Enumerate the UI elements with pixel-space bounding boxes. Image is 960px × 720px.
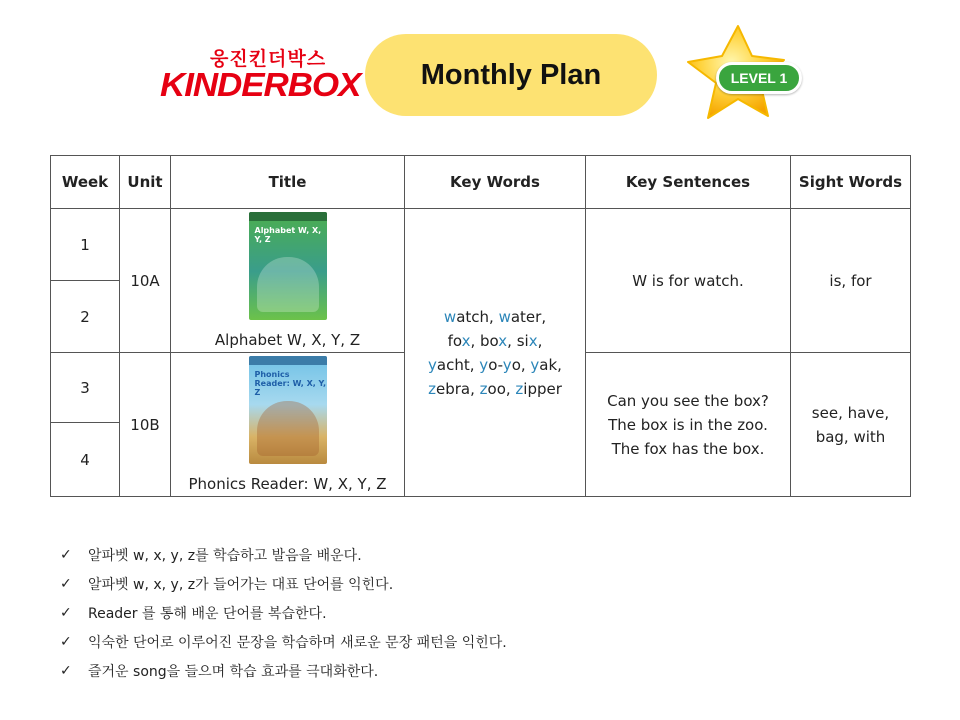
week-cell: 4 — [51, 423, 120, 497]
logo-korean-text: 웅진킨더박스 — [210, 48, 327, 70]
page-title-pill — [365, 34, 657, 116]
level-label-pill — [716, 62, 802, 94]
list-item — [60, 598, 507, 627]
table-row — [51, 209, 911, 281]
header-title: Title — [171, 156, 405, 209]
check-icon: ✓ — [60, 604, 72, 621]
table-header-row — [51, 156, 911, 209]
header-week: Week — [51, 156, 120, 209]
key-words-line: fox, box, six, — [447, 331, 543, 350]
key-sentence: The fox has the box. — [611, 439, 765, 458]
week-cell: 2 — [51, 281, 120, 353]
key-words-line: yacht, yo-yo, yak, — [428, 355, 562, 374]
level-label: LEVEL 1 — [730, 70, 788, 86]
key-words-line: zebra, zoo, zipper — [428, 379, 562, 398]
list-item — [60, 540, 507, 569]
book-cover-title: Alphabet W, X, Y, Z — [254, 225, 322, 244]
goal-text: 익숙한 단어로 이루어진 문장을 학습하며 새로운 문장 패턴을 익힌다. — [88, 634, 507, 651]
sight-words-line: see, have, — [811, 403, 890, 422]
sight-words-cell: is, for — [791, 209, 911, 353]
check-icon: ✓ — [60, 575, 72, 592]
book-cover-image — [249, 356, 327, 464]
key-words-cell — [405, 209, 586, 497]
unit-cell: 10A — [120, 209, 171, 353]
key-sentence: The box is in the zoo. — [608, 415, 768, 434]
header-unit: Unit — [120, 156, 171, 209]
week-cell: 1 — [51, 209, 120, 281]
list-item — [60, 569, 507, 598]
week-cell: 3 — [51, 353, 120, 423]
list-item — [60, 627, 507, 656]
logo-wordmark: KINDERBOX — [160, 66, 361, 103]
check-icon: ✓ — [60, 546, 72, 563]
sight-words-cell — [791, 353, 911, 497]
book-cover-title: Phonics Reader: W, X, Y, Z — [254, 369, 327, 397]
key-words-line: watch, water, — [443, 307, 547, 326]
learning-goals-list — [60, 540, 507, 685]
goal-text: Reader 를 통해 배운 단어를 복습한다. — [88, 605, 327, 622]
goal-text: 알파벳 w, x, y, z가 들어가는 대표 단어를 익힌다. — [88, 576, 394, 593]
unit-cell: 10B — [120, 353, 171, 497]
key-sentences-cell: W is for watch. — [586, 209, 791, 353]
list-item — [60, 656, 507, 685]
goal-text: 알파벳 w, x, y, z를 학습하고 발음을 배운다. — [88, 547, 362, 564]
monthly-plan-table — [50, 155, 911, 497]
title-cell — [171, 209, 405, 353]
book-title: Phonics Reader: W, X, Y, Z — [188, 474, 387, 493]
header-sight-words: Sight Words — [791, 156, 911, 209]
key-sentence: Can you see the box? — [607, 391, 769, 410]
title-cell — [171, 353, 405, 497]
header-key-words: Key Words — [405, 156, 586, 209]
book-cover-image — [249, 212, 327, 320]
sight-words-line: bag, with — [815, 427, 886, 446]
key-sentences-cell — [586, 353, 791, 497]
page-title: Monthly Plan — [420, 58, 602, 91]
check-icon: ✓ — [60, 662, 72, 679]
header-key-sentences: Key Sentences — [586, 156, 791, 209]
book-title: Alphabet W, X, Y, Z — [214, 330, 361, 349]
level-badge — [680, 22, 810, 132]
goal-text: 즐거운 song을 들으며 학습 효과를 극대화한다. — [88, 663, 379, 680]
check-icon: ✓ — [60, 633, 72, 650]
kinderbox-logo — [160, 44, 361, 104]
